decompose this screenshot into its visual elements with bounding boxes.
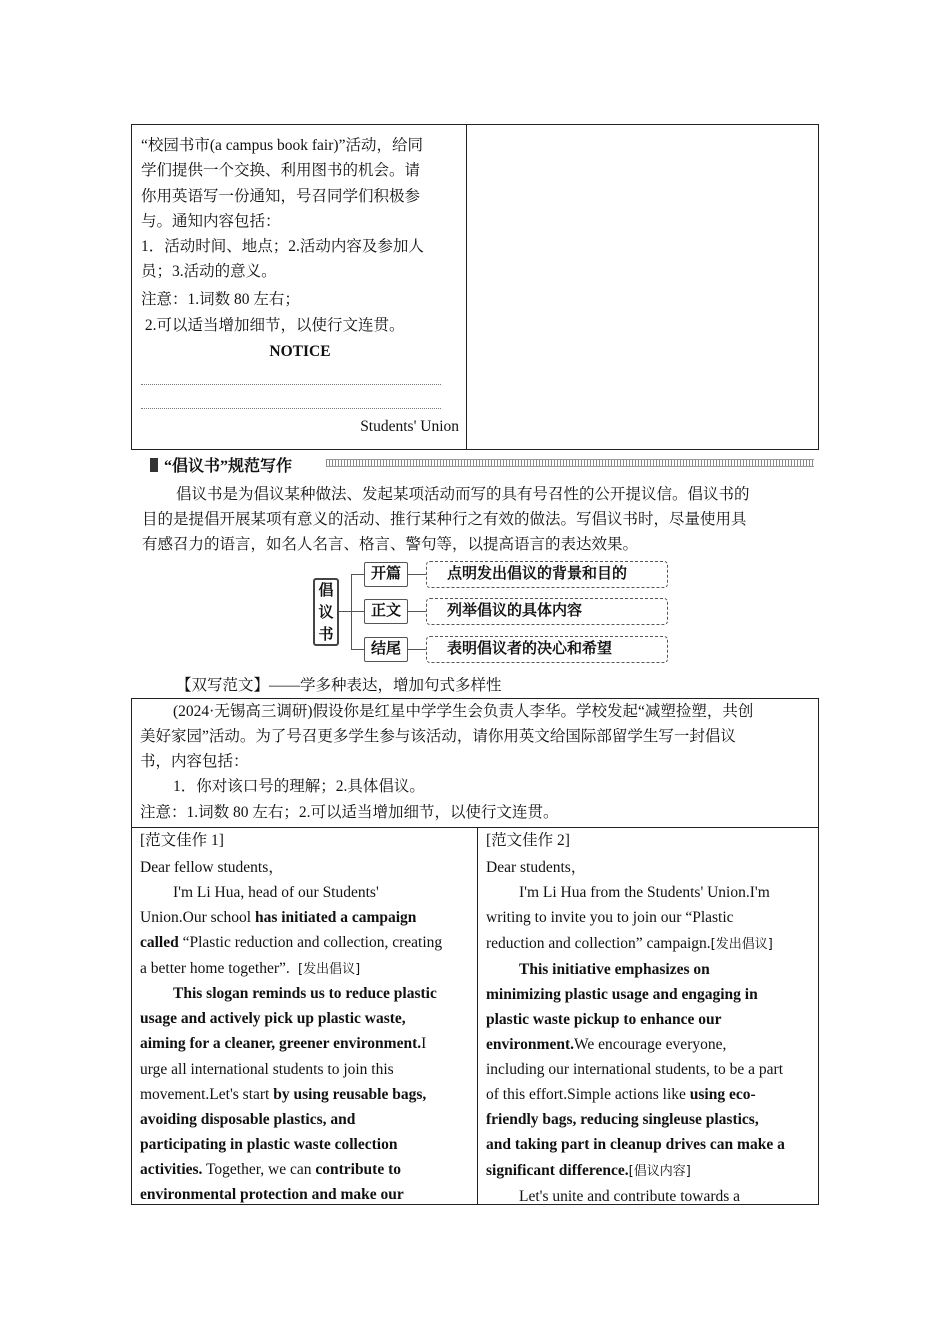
essay2-line: significant difference.[倡议内容]: [486, 1162, 691, 1179]
task-line: 注意：1.词数 80 左右；: [141, 291, 300, 308]
examples-table-vline: [477, 827, 478, 1205]
diagram-connector: [351, 649, 364, 650]
essay2-line: minimizing plastic usage and engaging in: [486, 986, 758, 1003]
task-line: 你用英语写一份通知，号召同学们积极参: [141, 188, 421, 205]
diagram-connector: [408, 574, 426, 575]
essay1-line: aiming for a cleaner, greener environment.I: [140, 1035, 427, 1052]
essay1-line: a better home together”. [发出倡议]: [140, 960, 361, 977]
intro-line: 目的是提倡开展某项有意义的活动、推行某种行之有效的做法。写倡议书时，尽量使用具: [142, 511, 747, 528]
essay1-line: I'm Li Hua, head of our Students': [173, 884, 379, 901]
essay1-line: usage and actively pick up plastic waste,: [140, 1010, 406, 1027]
diagram-connector: [408, 611, 426, 612]
diagram-root-char: 书: [318, 627, 334, 643]
essay2-line: of this effort.Simple actions like using eco-: [486, 1086, 756, 1103]
essay1-line: urge all international students to join this: [140, 1061, 394, 1078]
diagram-part-body: 正文: [364, 599, 408, 624]
task-line: 与。通知内容包括：: [141, 213, 281, 230]
examples-table-hline: [131, 827, 819, 828]
essay1-line: Union.Our school has initiated a campaign: [140, 909, 417, 926]
essay2-line: plastic waste pickup to enhance our: [486, 1011, 722, 1028]
diagram-root: [313, 578, 339, 646]
prompt-line: 书，内容包括：: [140, 753, 249, 770]
diagram-connector: [408, 649, 426, 650]
diagram-part-opening: 开篇: [364, 562, 408, 587]
diagram-root-char: 倡: [318, 583, 334, 599]
prompt-line: 注意：1.词数 80 左右；2.可以适当增加细节，以使行文连贯。: [140, 804, 559, 821]
essay1-line: avoiding disposable plastics, and: [140, 1111, 356, 1128]
diagram-desc-ending: 表明倡议者的决心和希望: [426, 636, 668, 663]
essay1-greeting: Dear fellow students，: [140, 859, 284, 876]
task-line: 员；3.活动的意义。: [141, 263, 277, 280]
essay1-line: movement.Let's start by using reusable bags,: [140, 1086, 427, 1103]
section-rule: [326, 459, 814, 467]
diagram-root-char: 议: [318, 605, 334, 621]
essay1-line: environmental protection and make our: [140, 1186, 404, 1203]
essay2-line: and taking part in cleanup drives can make a: [486, 1136, 785, 1153]
essay2-line: environment.We encourage everyone,: [486, 1036, 727, 1053]
essay2-line: I'm Li Hua from the Students' Union.I'm: [519, 884, 770, 901]
signature: Students' Union: [360, 418, 459, 435]
diagram-desc-body: 列举倡议的具体内容: [426, 598, 668, 625]
section-marker-icon: [150, 458, 158, 472]
section-title: “倡议书”规范写作: [164, 458, 293, 475]
writing-line: [141, 384, 441, 385]
task-table-divider: [466, 124, 467, 450]
task-line: 1．活动时间、地点；2.活动内容及参加人: [141, 238, 424, 255]
essay2-label: [范文佳作 2]: [486, 832, 570, 849]
essay1-line: This slogan reminds us to reduce plastic: [173, 985, 437, 1002]
essay2-line: including our international students, to be a part: [486, 1061, 784, 1078]
task-line: 2.可以适当增加细节，以使行文连贯。: [141, 317, 405, 334]
prompt-line: (2024·无锡高三调研)假设你是红星中学学生会负责人李华。学校发起“减塑捡塑，共创: [173, 703, 754, 720]
intro-line: 有感召力的语言，如名人名言、格言、警句等，以提高语言的表达效果。: [142, 536, 639, 553]
task-line: 学们提供一个交换、利用图书的机会。请: [141, 162, 421, 179]
essay2-greeting: Dear students，: [486, 859, 587, 876]
examples-heading: 【双写范文】——学多种表达，增加句式多样性: [176, 677, 502, 694]
diagram-desc-opening: 点明发出倡议的背景和目的: [426, 561, 668, 588]
essay2-line: This initiative emphasizes on: [519, 961, 710, 978]
essay1-line: participating in plastic waste collection: [140, 1136, 398, 1153]
diagram-connector: [339, 611, 351, 612]
essay2-line: reduction and collection” campaign.[发出倡议]: [486, 935, 773, 952]
essay1-label: [范文佳作 1]: [140, 832, 224, 849]
intro-line: 倡议书是为倡议某种做法、发起某项活动而写的具有号召性的公开提议信。倡议书的: [176, 486, 750, 503]
essay2-line: writing to invite you to join our “Plastic: [486, 909, 734, 926]
writing-line: [141, 408, 441, 409]
task-line: “校园书市(a campus book fair)”活动，给同: [141, 137, 423, 154]
diagram-connector: [351, 611, 364, 612]
prompt-line: 1．你对该口号的理解；2.具体倡议。: [173, 778, 425, 795]
essay2-line: Let's unite and contribute towards a: [519, 1188, 741, 1205]
notice-title: NOTICE: [269, 343, 331, 360]
prompt-line: 美好家园”活动。为了号召更多学生参与该活动，请你用英文给国际部留学生写一封倡议: [140, 728, 736, 745]
essay1-line: activities. Together, we can contribute to: [140, 1161, 402, 1178]
diagram-part-ending: 结尾: [364, 637, 408, 662]
essay2-line: friendly bags, reducing singleuse plastics,: [486, 1111, 759, 1128]
essay1-line: called “Plastic reduction and collection, creating: [140, 934, 443, 951]
diagram-connector: [351, 574, 364, 575]
